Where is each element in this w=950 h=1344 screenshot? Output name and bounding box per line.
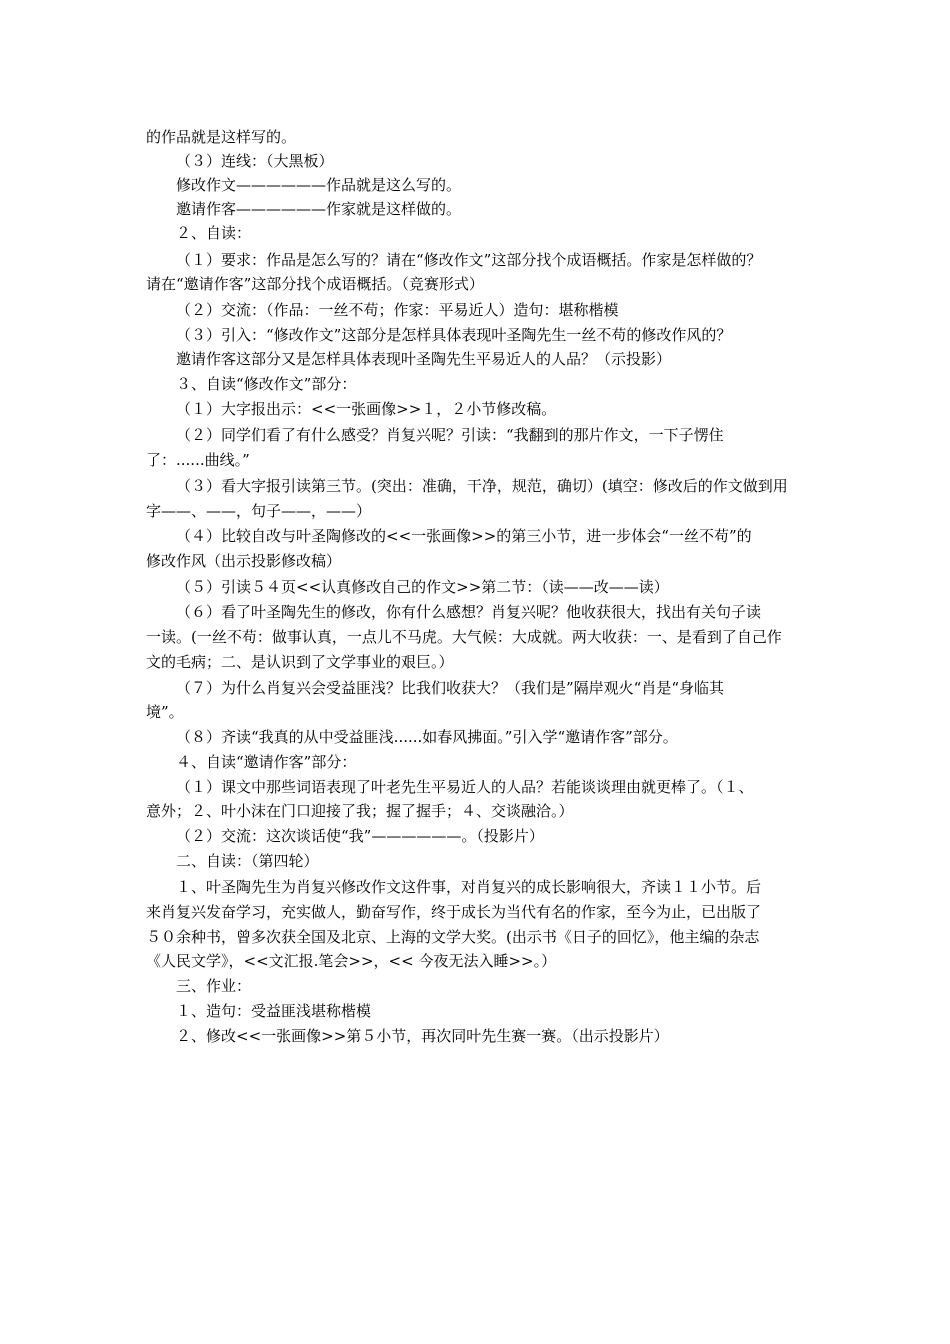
text-line: 请在“邀请作客”这部分找个成语概括。（竞赛形式） — [146, 275, 484, 293]
text-line: ２、修改<<一张画像>>第５小节，再次同叶先生赛一赛。（出示投影片） — [176, 1027, 669, 1045]
text-line: 修改作文——————作品就是这么写的。 — [176, 176, 462, 194]
text-line: １、叶圣陶先生为肖复兴修改作文这件事，对肖复兴的成长影响很大，齐读１１小节。后 — [176, 878, 762, 896]
text-line: （３）看大字报引读第三节。(突出：准确，干净，规范，确切）(填空：修改后的作文做到用 — [176, 477, 788, 495]
text-line: （１）课文中那些词语表现了叶老先生平易近人的人品？若能谈谈理由就更棒了。（１、 — [176, 778, 754, 796]
text-line: （２）同学们看了有什么感受？肖复兴呢？引读：“我翻到的那片作文，一下子愣住 — [176, 426, 724, 444]
text-line: （２）交流：这次谈话使“我”——————。（投影片） — [176, 827, 544, 845]
text-line: 的作品就是这样写的。 — [146, 128, 297, 146]
text-line: 境”。 — [146, 703, 184, 721]
text-line: 邀请作客——————作家就是这样做的。 — [176, 200, 462, 218]
text-line: 一读。(一丝不苟：做事认真，一点儿不马虎。大气候：大成就。两大收获：一、是看到了自己作 — [146, 628, 782, 646]
text-line: 来肖复兴发奋学习，充实做人，勤奋写作，终于成长为当代有名的作家，至今为止，已出版了 — [146, 903, 762, 921]
text-line: 修改作风（出示投影修改稿） — [146, 552, 342, 570]
text-line: （３）引入：“修改作文”这部分是怎样具体表现叶圣陶先生一丝不苟的修改作风的？ — [176, 326, 732, 344]
text-line: 三、作业： — [176, 977, 252, 995]
text-line: （４）比较自改与叶圣陶修改的<<一张画像>>的第三小节，进一步体会“一丝不苟”的 — [176, 527, 752, 545]
text-line: 邀请作客这部分又是怎样具体表现叶圣陶先生平易近人的人品？（示投影） — [176, 350, 672, 368]
text-line: （８）齐读“我真的从中受益匪浅......如春风拂面。”引入学“邀请作客”部分。 — [176, 728, 678, 746]
text-line: 二、自读：（第四轮） — [176, 852, 319, 870]
text-line: ２、自读： — [176, 224, 252, 242]
text-line: 《人民文学》，<<文汇报.笔会>>，<< 今夜无法入睡>>。） — [146, 952, 557, 970]
text-line: （６）看了叶圣陶先生的修改，你有什么感想？肖复兴呢？他收获很大，找出有关句子读 — [176, 603, 762, 621]
text-line: 意外；２、叶小沫在门口迎接了我；握了握手；４、交谈融洽。） — [146, 802, 574, 820]
text-line: （７）为什么肖复兴会受益匪浅？比我们收获大？（我们是”隔岸观火“肖是“身临其 — [176, 679, 725, 697]
text-line: （５）引读５４页<<认真修改自己的作文>>第二节：（读——改——读） — [176, 578, 669, 596]
text-line: 字——、——，句子——，——） — [146, 502, 372, 520]
text-line: ３、自读“修改作文”部分： — [176, 375, 357, 393]
text-line: １、造句：受益匪浅堪称楷模 — [176, 1002, 372, 1020]
text-line: ４、自读“邀请作客”部分： — [176, 753, 357, 771]
text-line: （２）交流：（作品：一丝不苟；作家：平易近人）造句：堪称楷模 — [176, 301, 619, 319]
text-line: ５０余种书，曾多次获全国及北京、上海的文学大奖。(出示书《日子的回忆》，他主编的杂志 — [146, 928, 760, 946]
text-line: 文的毛病；二、是认识到了文学事业的艰巨。） — [146, 653, 454, 671]
text-line: 了：......曲线。” — [146, 451, 250, 469]
text-line: （３）连线：（大黑板） — [176, 152, 334, 170]
text-line: （１）要求：作品是怎么写的？请在“修改作文”这部分找个成语概括。作家是怎样做的？ — [176, 251, 762, 269]
text-line: （１）大字报出示：<<一张画像>>１，２小节修改稿。 — [176, 400, 557, 418]
